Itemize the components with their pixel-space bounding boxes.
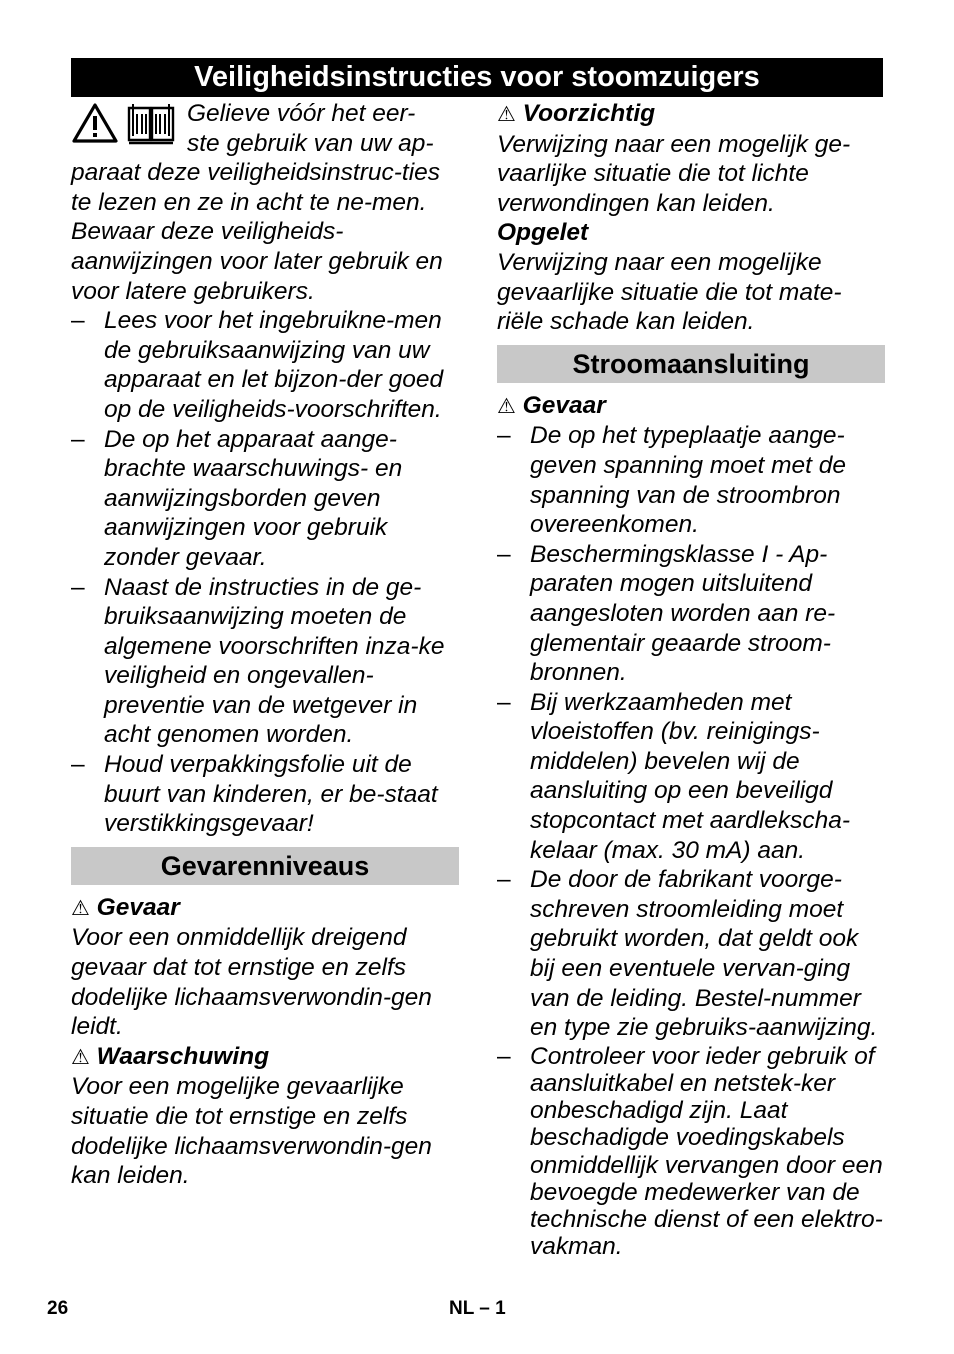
section-heading-power: Stroomaansluiting bbox=[497, 345, 885, 383]
list-item bbox=[71, 306, 459, 424]
caution-subheading bbox=[497, 99, 885, 130]
dash-marker: – bbox=[71, 307, 85, 335]
dash-marker: – bbox=[497, 866, 511, 894]
language-page-indicator bbox=[449, 1298, 506, 1320]
manual-book-icon bbox=[126, 102, 176, 146]
list-item bbox=[497, 688, 885, 866]
dash-marker: – bbox=[71, 573, 85, 601]
power-danger-subheading bbox=[497, 391, 885, 422]
warning-text: Voor een mogelijke gevaarlijke situatie die tot ernstige en zelfs dodelijke lichaamsverwondin-gen kan leiden. bbox=[71, 1073, 432, 1190]
language-code: NL bbox=[449, 1298, 474, 1319]
warning-subheading bbox=[71, 1042, 459, 1073]
notice-text: Verwijzing naar een mogelijke gevaarlijke situatie die tot mate-riële schade kan leiden. bbox=[497, 248, 842, 336]
left-column bbox=[71, 99, 459, 1191]
list-item bbox=[71, 573, 459, 751]
list-item bbox=[497, 421, 885, 539]
list-item bbox=[497, 540, 885, 688]
section-heading-levels: Gevarenniveaus bbox=[71, 847, 459, 885]
danger-text: Voor een onmiddellijk dreigend gevaar dat tot ernstige en zelfs dodelijke lichaamsverwondin-gen leidt. bbox=[71, 924, 432, 1041]
danger-subheading bbox=[71, 893, 459, 924]
right-column bbox=[497, 99, 885, 1260]
warning-icon: ⚠ bbox=[71, 896, 90, 920]
dash-marker: – bbox=[71, 425, 85, 453]
intro-line-2: ste gebruik van uw ap- bbox=[187, 129, 434, 157]
power-danger-label: Gevaar bbox=[522, 391, 606, 419]
list-item-text: Beschermingsklasse I - Ap-paraten mogen uitsluitend aangesloten worden aan re-glementair geaarde stroom-bronnen. bbox=[530, 540, 836, 687]
intro-line-1: Gelieve vóór het eer- bbox=[187, 100, 416, 127]
danger-label: Gevaar bbox=[96, 893, 180, 921]
dash-marker: – bbox=[497, 540, 511, 568]
warning-icon: ⚠ bbox=[497, 394, 516, 418]
list-item-text: Naast de instructies in de ge-bruiksaanwijzing moeten de algemene voorschriften inza-ke veiligheid en ongevallen-preventie van de wetgever in acht genomen worden. bbox=[104, 573, 445, 749]
list-item-text: De door de fabrikant voorge-schreven stroomleiding moet gebruikt worden, dat geldt ook bij een eventuele vervan-ging van de leiding. Bestel-nummer en type zie gebruiks-aanwijzing. bbox=[530, 866, 878, 1042]
list-item-text: Controleer voor ieder gebruik of aansluitkabel en netstek-ker onbeschadigd zijn. Laat beschadigde voedingskabels onmiddellijk vervangen door een bevoegde medewerker van de technische dienst of een elektro-vakman. bbox=[530, 1042, 883, 1261]
warning-triangle-icon bbox=[71, 102, 119, 144]
caution-text: Verwijzing naar een mogelijk ge-vaarlijke situatie die tot lichte verwondingen kan leiden. bbox=[497, 130, 851, 217]
dash-marker: – bbox=[497, 688, 511, 716]
list-item-text: Bij werkzaamheden met vloeistoffen (bv. reinigings-middelen) bevelen wij de aansluiting op een beveiligd stopcontact met aardlekscha-kelaar (max. 30 mA) aan. bbox=[530, 688, 851, 864]
intro-icons bbox=[71, 102, 179, 154]
warning-label: Waarschuwing bbox=[96, 1042, 270, 1070]
warning-icon: ⚠ bbox=[71, 1045, 90, 1069]
page-title: Veiligheidsinstructies voor stoomzuigers bbox=[71, 58, 883, 97]
list-item bbox=[71, 750, 459, 839]
list-item bbox=[497, 865, 885, 1043]
caution-label: Voorzichtig bbox=[522, 100, 656, 127]
dash-marker: – bbox=[497, 1042, 511, 1070]
list-item-text: Lees voor het ingebruikne-men de gebruiksaanwijzing van uw apparaat en let bijzon-der goed op de veiligheids-voorschriften. bbox=[104, 307, 444, 423]
notice-subheading: Opgelet bbox=[497, 219, 589, 247]
list-item-text: De op het apparaat aange-brachte waarschuwings- en aanwijzingsborden geven aanwijzingen voor gebruik zonder gevaar. bbox=[104, 425, 403, 571]
list-item bbox=[71, 425, 459, 573]
intro-text: paraat deze veiligheidsinstruc-ties te lezen en ze in acht te ne-men. Bewaar deze veiligheids-aanwijzingen voor later gebruik en voor latere gebruikers. bbox=[71, 159, 443, 305]
language-page-number: – 1 bbox=[479, 1298, 506, 1319]
list-item bbox=[497, 1043, 885, 1261]
list-item-text: Houd verpakkingsfolie uit de buurt van kinderen, er be-staat verstikkingsgevaar! bbox=[104, 751, 438, 838]
dash-marker: – bbox=[71, 751, 85, 779]
list-item-text: De op het typeplaatje aange-geven spanning moet met de spanning van de stroombron overeenkomen. bbox=[530, 422, 846, 539]
warning-icon: ⚠ bbox=[497, 103, 516, 126]
intro-paragraph bbox=[71, 99, 459, 306]
page-number: 26 bbox=[47, 1298, 69, 1319]
dash-marker: – bbox=[497, 422, 511, 450]
